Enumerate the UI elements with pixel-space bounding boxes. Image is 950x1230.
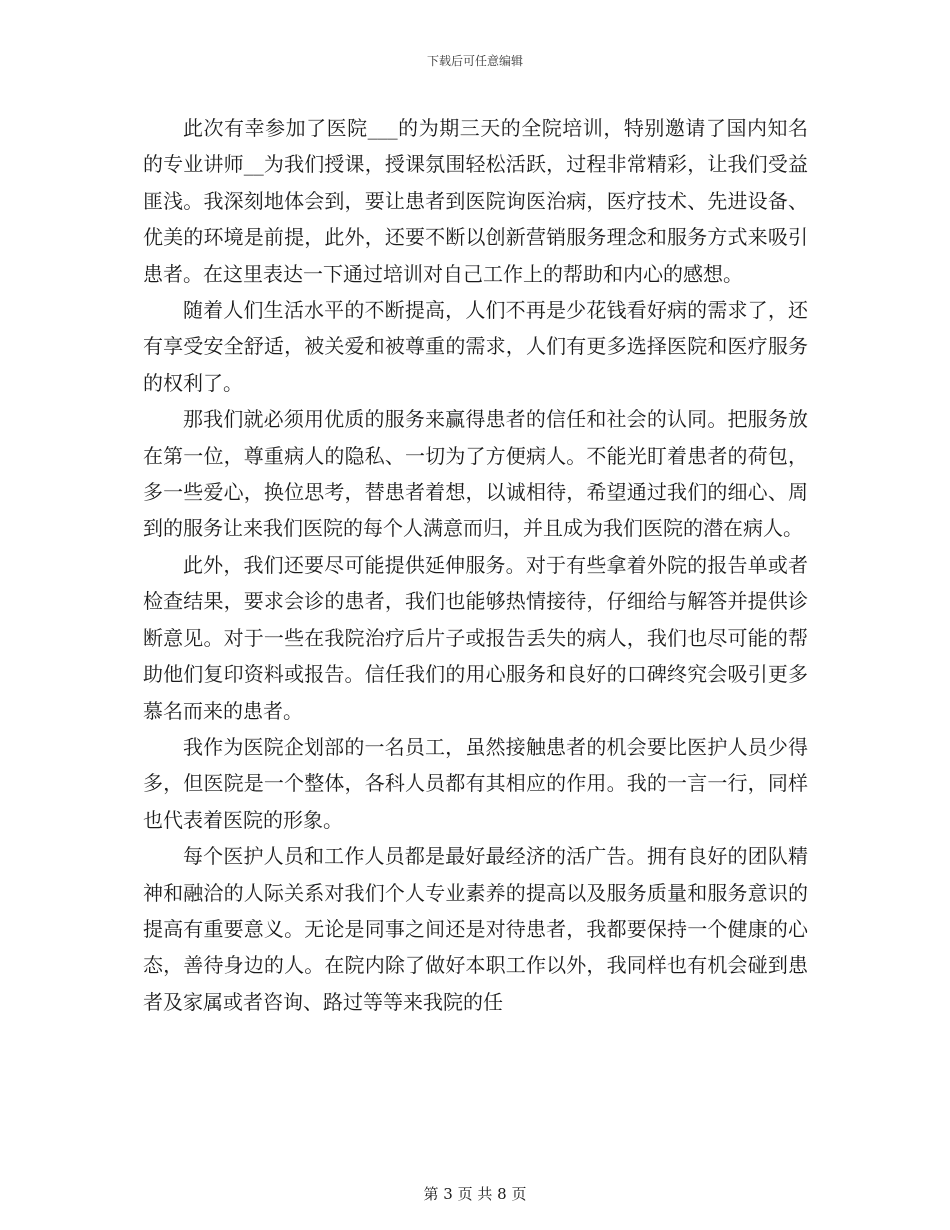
paragraph-6: 每个医护人员和工作人员都是最好最经济的活广告。拥有良好的团队精神和融洽的人际关系对我们个人专业素养的提高以及服务质量和服务意识的提高有重要意义。无论是同事之间还是对待患者，我都要保持一个健康的心态，善待身边的人。在院内除了做好本职工作以外，我同样也有机会碰到患者及家属或者咨询、路过等等来我院的任: [143, 844, 808, 1014]
paragraph-3: 那我们就必须用优质的服务来赢得患者的信任和社会的认同。把服务放在第一位，尊重病人的隐私、一切为了方便病人。不能光盯着患者的荷包，多一些爱心，换位思考，替患者着想，以诚相待，希望通过我们的细心、周到的服务让来我们医院的每个人满意而归，并且成为我们医院的潜在病人。: [143, 407, 808, 541]
paragraph-5: 我作为医院企划部的一名员工，虽然接触患者的机会要比医护人员少得多，但医院是一个整体，各科人员都有其相应的作用。我的一言一行，同样也代表着医院的形象。: [143, 734, 808, 832]
document-body: [143, 110, 808, 1020]
paragraph-1: 此次有幸参加了医院___的为期三天的全院培训，特别邀请了国内知名的专业讲师__为我们授课，授课氛围轻松活跃，过程非常精彩，让我们受益匪浅。我深刻地体会到，要让患者到医院询医治病，医疗技术、先进设备、优美的环境是前提，此外，还要不断以创新营销服务理念和服务方式来吸引患者。在这里表达一下通过培训对自己工作上的帮助和内心的感想。: [143, 116, 808, 286]
paragraph-2: 随着人们生活水平的不断提高，人们不再是少花钱看好病的需求了，还有享受安全舒适，被关爱和被尊重的需求，人们有更多选择医院和医疗服务的权利了。: [143, 298, 808, 395]
paragraph-4: 此外，我们还要尽可能提供延伸服务。对于有些拿着外院的报告单或者检查结果，要求会诊的患者，我们也能够热情接待，仔细给与解答并提供诊断意见。对于一些在我院治疗后片子或报告丢失的病人，我们也尽可能的帮助他们复印资料或报告。信任我们的用心服务和良好的口碑终究会吸引更多慕名而来的患者。: [143, 552, 808, 723]
page-number: 第 3 页 共 8 页: [423, 1185, 527, 1203]
page-header: 下载后可任意编辑: [426, 54, 523, 68]
